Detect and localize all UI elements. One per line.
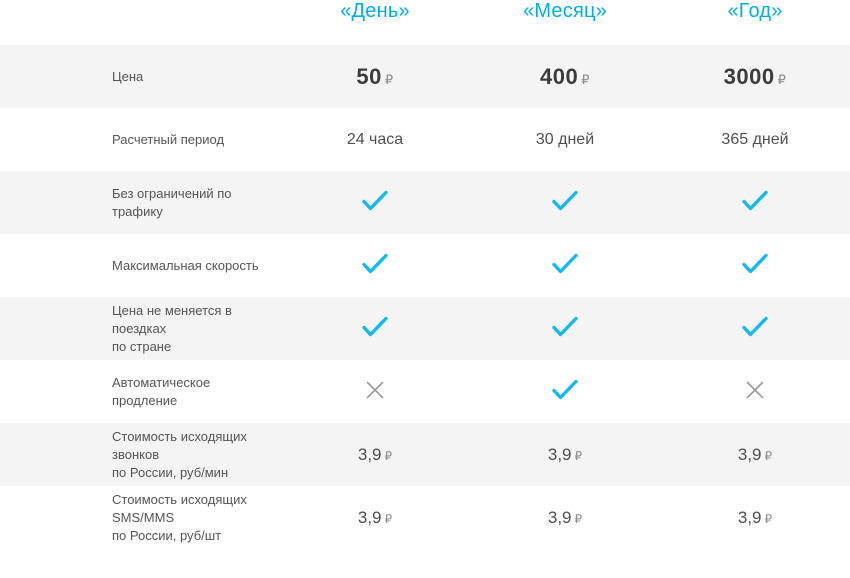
plan-cell — [280, 171, 470, 234]
table-row — [0, 423, 850, 486]
plan-cell — [660, 171, 850, 234]
price-value: 50 ₽ — [356, 63, 394, 89]
row-spacer-left — [0, 297, 60, 360]
row-spacer-left — [0, 486, 60, 549]
period-value: 365 дней — [721, 130, 789, 148]
plan-header-month: «Месяц» — [523, 0, 607, 22]
rate-value: 3,9 ₽ — [737, 444, 773, 464]
rate-value: 3,9 ₽ — [737, 507, 773, 527]
table-body — [0, 45, 850, 549]
feature-label: Стоимость исходящих звонков по России, руб/мин — [60, 423, 280, 486]
currency-symbol: ₽ — [384, 448, 393, 463]
plan-cell — [470, 360, 660, 423]
plan-cell — [280, 423, 470, 486]
table-row — [0, 360, 850, 423]
check-icon — [552, 379, 578, 401]
feature-label: Цена — [60, 45, 280, 108]
row-spacer-left — [0, 360, 60, 423]
check-icon — [362, 253, 388, 275]
header-feature-column — [60, 0, 280, 45]
check-icon — [362, 316, 388, 338]
feature-label: Расчетный период — [60, 108, 280, 171]
plan-cell — [470, 171, 660, 234]
plan-cell — [280, 297, 470, 360]
plan-cell — [470, 108, 660, 171]
feature-label: Цена не меняется в поездках по стране — [60, 297, 280, 360]
feature-label: Автоматическое продление — [60, 360, 280, 423]
period-value: 24 часа — [346, 130, 404, 148]
currency-symbol: ₽ — [574, 511, 583, 526]
plan-cell — [660, 108, 850, 171]
table-row — [0, 108, 850, 171]
period-value: 30 дней — [535, 130, 595, 148]
feature-label-second-line: по России, руб/шт — [112, 527, 222, 543]
plan-cell — [660, 45, 850, 108]
plan-cell — [660, 486, 850, 549]
feature-label-second-line: по стране — [112, 338, 172, 354]
currency-symbol: ₽ — [581, 71, 590, 87]
currency-symbol: ₽ — [777, 71, 787, 87]
plan-header-day: «День» — [340, 0, 410, 22]
rate-value: 3,9 ₽ — [357, 507, 393, 527]
check-icon — [552, 190, 578, 212]
plan-cell — [280, 108, 470, 171]
row-spacer-left — [0, 45, 60, 108]
check-icon — [362, 190, 388, 212]
check-icon — [742, 190, 768, 212]
plan-cell — [470, 297, 660, 360]
plan-cell — [280, 360, 470, 423]
plan-header-year: «Год» — [727, 0, 783, 22]
table-row — [0, 234, 850, 297]
table-header — [0, 0, 850, 45]
feature-label-second-line: по России, руб/мин — [112, 464, 229, 480]
row-spacer-left — [0, 234, 60, 297]
plan-cell — [470, 234, 660, 297]
check-icon — [742, 316, 768, 338]
plan-cell — [280, 234, 470, 297]
table-row — [0, 486, 850, 549]
check-icon — [742, 253, 768, 275]
plan-cell — [660, 297, 850, 360]
row-spacer-left — [0, 108, 60, 171]
currency-symbol: ₽ — [384, 511, 393, 526]
header-spacer-left — [0, 0, 60, 45]
rate-value: 3,9 ₽ — [547, 444, 583, 464]
feature-label: Без ограничений по трафику — [60, 171, 280, 234]
rate-value: 3,9 ₽ — [357, 444, 393, 464]
rate-value: 3,9 ₽ — [547, 507, 583, 527]
currency-symbol: ₽ — [574, 448, 583, 463]
table-row — [0, 171, 850, 234]
plan-cell — [660, 423, 850, 486]
currency-symbol: ₽ — [764, 448, 773, 463]
plan-cell — [470, 486, 660, 549]
plan-cell — [280, 486, 470, 549]
price-value: 3000 ₽ — [723, 63, 787, 89]
currency-symbol: ₽ — [384, 71, 394, 87]
currency-symbol: ₽ — [764, 511, 773, 526]
feature-label: Стоимость исходящих SMS/MMS по России, руб/шт — [60, 486, 280, 549]
plan-cell — [280, 45, 470, 108]
plan-cell — [470, 423, 660, 486]
plan-cell — [660, 234, 850, 297]
plan-cell — [660, 360, 850, 423]
table-row — [0, 45, 850, 108]
cross-icon — [365, 380, 385, 400]
cross-icon — [745, 380, 765, 400]
feature-label: Максимальная скорость — [60, 234, 280, 297]
row-spacer-left — [0, 171, 60, 234]
check-icon — [552, 253, 578, 275]
row-spacer-left — [0, 423, 60, 486]
plan-cell — [470, 45, 660, 108]
price-value: 400 ₽ — [540, 63, 590, 89]
table-row — [0, 297, 850, 360]
check-icon — [552, 316, 578, 338]
